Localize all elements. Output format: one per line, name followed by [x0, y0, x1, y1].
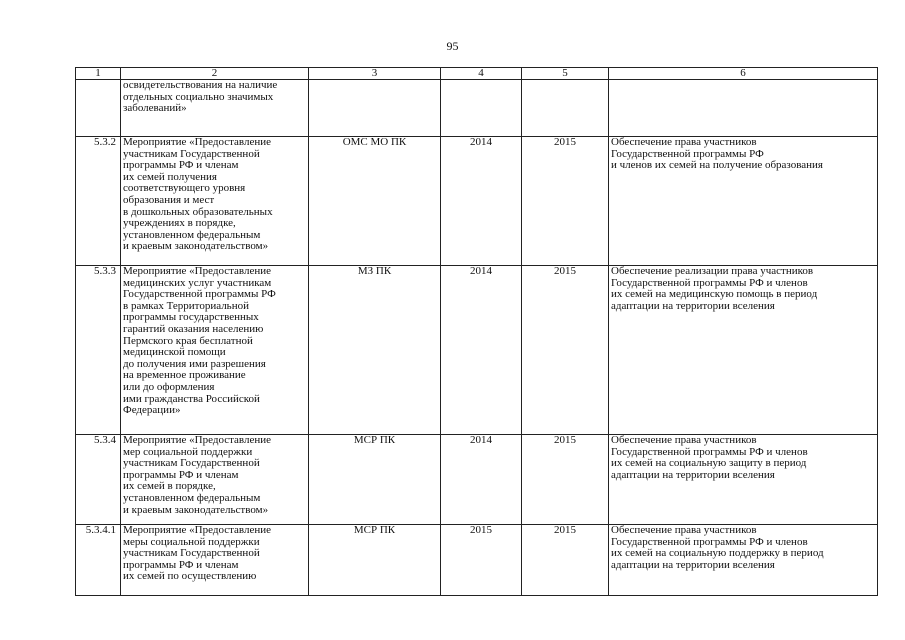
row-number: 5.3.4: [76, 435, 121, 525]
year-start: 2014: [441, 435, 522, 525]
expected-result: Обеспечение права участников Государственной программы РФ и членов их семей на социальную поддержку в период адаптации на территории вселения: [609, 525, 878, 596]
column-header-4: 4: [441, 68, 522, 80]
executor: МЗ ПК: [309, 266, 441, 435]
activity-description: Мероприятие «Предоставление меры социальной поддержки участникам Государственной программы РФ и членам их семей по осуществлению: [121, 525, 309, 596]
row-number: 5.3.3: [76, 266, 121, 435]
year-start: 2014: [441, 137, 522, 266]
table-row: [76, 80, 878, 137]
expected-result: Обеспечение реализации права участников Государственной программы РФ и членов их семей на медицинскую помощь в период адаптации на территории вселения: [609, 266, 878, 435]
column-header-2: 2: [121, 68, 309, 80]
page-number: 95: [446, 39, 459, 53]
activity-description: Мероприятие «Предоставление мер социальной поддержки участникам Государственной программы РФ и членам их семей в порядке, установленном федеральным и краевым законодательством»: [121, 435, 309, 525]
year-end: 2015: [522, 266, 609, 435]
column-header-5: 5: [522, 68, 609, 80]
year-end: 2015: [522, 525, 609, 596]
year-end: 2015: [522, 435, 609, 525]
row-number: 5.3.2: [76, 137, 121, 266]
table-row: [76, 435, 878, 525]
expected-result: [609, 80, 878, 137]
executor: МСР ПК: [309, 525, 441, 596]
year-start: 2015: [441, 525, 522, 596]
executor: ОМС МО ПК: [309, 137, 441, 266]
row-number: 5.3.4.1: [76, 525, 121, 596]
column-header-3: 3: [309, 68, 441, 80]
table-header-row: [76, 68, 878, 80]
year-start: [441, 80, 522, 137]
executor: МСР ПК: [309, 435, 441, 525]
expected-result: Обеспечение права участников Государственной программы РФ и членов их семей на социальную защиту в период адаптации на территории вселения: [609, 435, 878, 525]
program-activities-table: [75, 67, 878, 596]
table-row: [76, 266, 878, 435]
activity-description: Мероприятие «Предоставление участникам Государственной программы РФ и членам их семей получения соответствующего уровня образования и мест в дошкольных образовательных учреждениях в порядке, установленном федеральным и краевым законодательством»: [121, 137, 309, 266]
row-number: [76, 80, 121, 137]
year-start: 2014: [441, 266, 522, 435]
activity-description: освидетельствования на наличие отдельных социально значимых заболеваний»: [121, 80, 309, 137]
table-row: [76, 525, 878, 596]
column-header-6: 6: [609, 68, 878, 80]
year-end: [522, 80, 609, 137]
expected-result: Обеспечение права участников Государственной программы РФ и членов их семей на получение образования: [609, 137, 878, 266]
column-header-1: 1: [76, 68, 121, 80]
activity-description: Мероприятие «Предоставление медицинских услуг участникам Государственной программы РФ в рамках Территориальной программы государственных гарантий оказания населению Пермского края бесплатной медицинской помощи до получения ими разрешения на временное проживание или до оформления ими гражданства Российской Федерации»: [121, 266, 309, 435]
year-end: 2015: [522, 137, 609, 266]
executor: [309, 80, 441, 137]
table-row: [76, 137, 878, 266]
